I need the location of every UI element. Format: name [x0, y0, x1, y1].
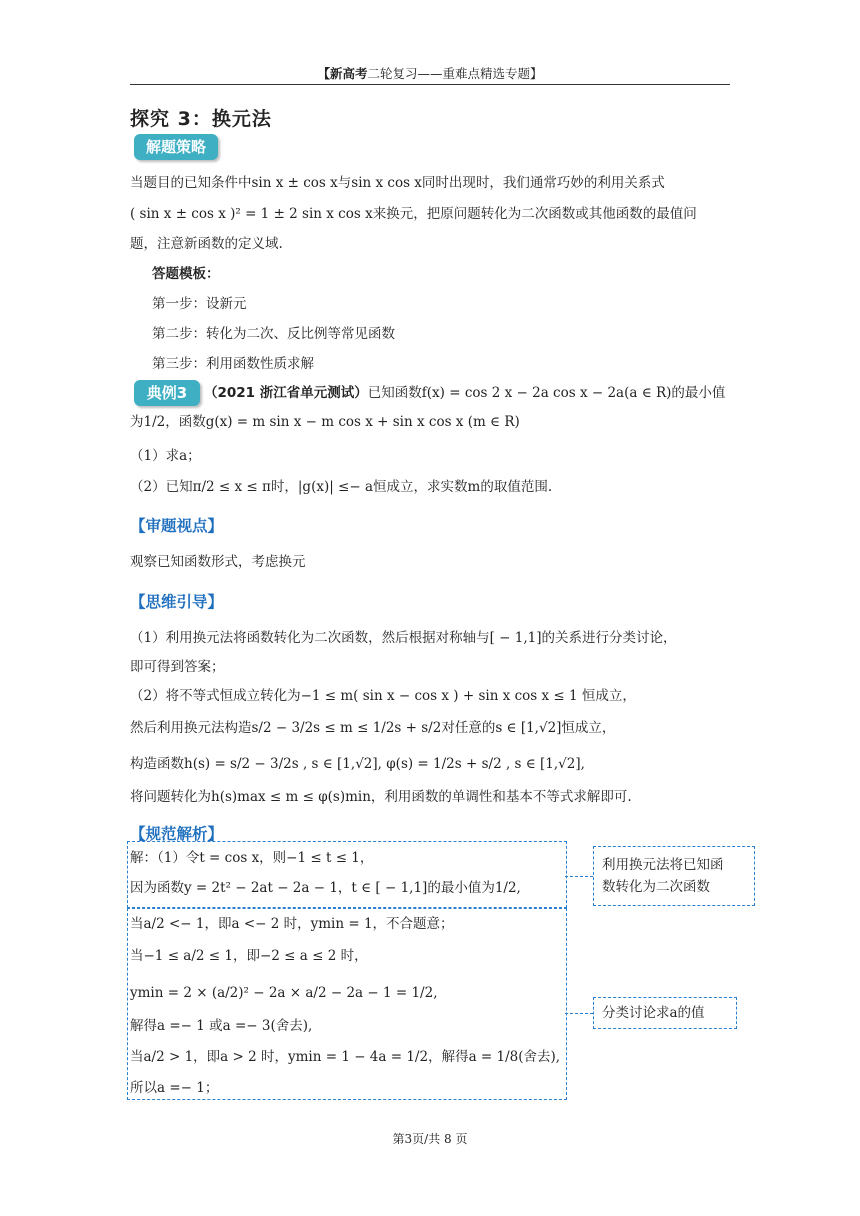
template-step-2: 第二步：转化为二次、反比例等常见函数: [152, 326, 395, 342]
viewpoint-text: 观察已知函数形式，考虑换元: [130, 554, 306, 570]
question-2: （2）已知π/2 ≤ x ≤ π时，|g(x)| ≤− a恒成立，求实数m的取值范围.: [130, 479, 553, 495]
note-1-line-1: 利用换元法将已知函: [602, 857, 724, 873]
note-1-line-2: 数转化为二次函数: [602, 879, 710, 895]
example-line-2: 为1/2，函数g(x) = m sin x − m cos x + sin x cos x (m ∈ R): [130, 414, 520, 430]
strategy-line-1: 当题目的已知条件中sin x ± cos x与sin x cos x同时出现时，我们通常巧妙的利用关系式: [130, 175, 665, 191]
header-rest: 二轮复习——重难点精选专题】: [367, 66, 543, 81]
solution-line-4: 当−1 ≤ a/2 ≤ 1，即−2 ≤ a ≤ 2 时，: [130, 948, 368, 964]
note-connector-2: [565, 1013, 593, 1014]
header-rule: [130, 84, 730, 85]
guide-line-6: 将问题转化为h(s)max ≤ m ≤ φ(s)min，利用函数的单调性和基本不等式求解即可.: [130, 789, 632, 805]
note-box-1: [593, 846, 755, 906]
guide-line-3: （2）将不等式恒成立转化为−1 ≤ m( sin x − cos x ) + sin x cos x ≤ 1 恒成立，: [130, 688, 636, 704]
guide-line-1: （1）利用换元法将函数转化为二次函数，然后根据对称轴与[ − 1,1]的关系进行分类讨论，: [130, 630, 677, 646]
header-bold: 【新高考: [317, 66, 368, 81]
page-footer: 第3页/共 8 页: [392, 1132, 468, 1146]
note-connector-1: [565, 876, 593, 877]
example-source: （2021 浙江省单元测试）: [204, 385, 368, 401]
solution-box-2: [127, 908, 567, 1100]
solution-line-7: 当a/2 > 1，即a > 2 时，ymin = 1 − 4a = 1/2，解得a = 1/8(舍去),: [130, 1049, 561, 1065]
template-step-1: 第一步：设新元: [152, 296, 247, 312]
example-badge: 典例3: [134, 380, 200, 406]
guide-title: 【思维引导】: [130, 593, 224, 611]
solution-line-5: ymin = 2 × (a/2)² − 2a × a/2 − 2a − 1 = 1/2,: [130, 985, 438, 1001]
guide-line-2: 即可得到答案；: [130, 659, 225, 675]
solution-line-1: 解：（1）令t = cos x，则−1 ≤ t ≤ 1，: [130, 850, 374, 866]
template-step-3: 第三步：利用函数性质求解: [152, 356, 314, 372]
guide-line-5: 构造函数h(s) = s/2 − 3/2s , s ∈ [1,√2], φ(s) = 1/2s + s/2 , s ∈ [1,√2],: [130, 756, 585, 772]
solution-title: 【规范解析】: [130, 825, 224, 843]
note-box-2: 分类讨论求a的值: [593, 997, 737, 1029]
viewpoint-title: 【审题视点】: [130, 517, 224, 535]
solution-line-6: 解得a =− 1 或a =− 3(舍去),: [130, 1018, 313, 1034]
strategy-line-3: 题，注意新函数的定义域.: [130, 236, 283, 252]
strategy-badge: 解题策略: [134, 134, 218, 160]
strategy-line-2: ( sin x ± cos x )² = 1 ± 2 sin x cos x来换元，把原问题转化为二次函数或其他函数的最值问: [130, 206, 697, 222]
guide-line-4: 然后利用换元法构造s/2 − 3/2s ≤ m ≤ 1/2s + s/2对任意的s ∈ [1,√2]恒成立，: [130, 720, 616, 736]
example-line-1: [204, 383, 725, 403]
solution-line-2: 因为函数y = 2t² − 2at − 2a − 1，t ∈ [ − 1,1]的最小值为1/2,: [130, 880, 521, 896]
section-title: 探究 3：换元法: [130, 108, 272, 130]
solution-line-3: 当a/2 <− 1，即a <− 2 时，ymin = 1，不合题意；: [130, 916, 454, 932]
template-title: 答题模板：: [152, 266, 220, 282]
solution-line-8: 所以a =− 1；: [130, 1080, 219, 1096]
example-text-1: 已知函数f(x) = cos 2 x − 2a cos x − 2a(a ∈ R)的最小值: [367, 385, 726, 401]
question-1: （1）求a；: [130, 448, 201, 464]
page-header: [0, 64, 860, 82]
